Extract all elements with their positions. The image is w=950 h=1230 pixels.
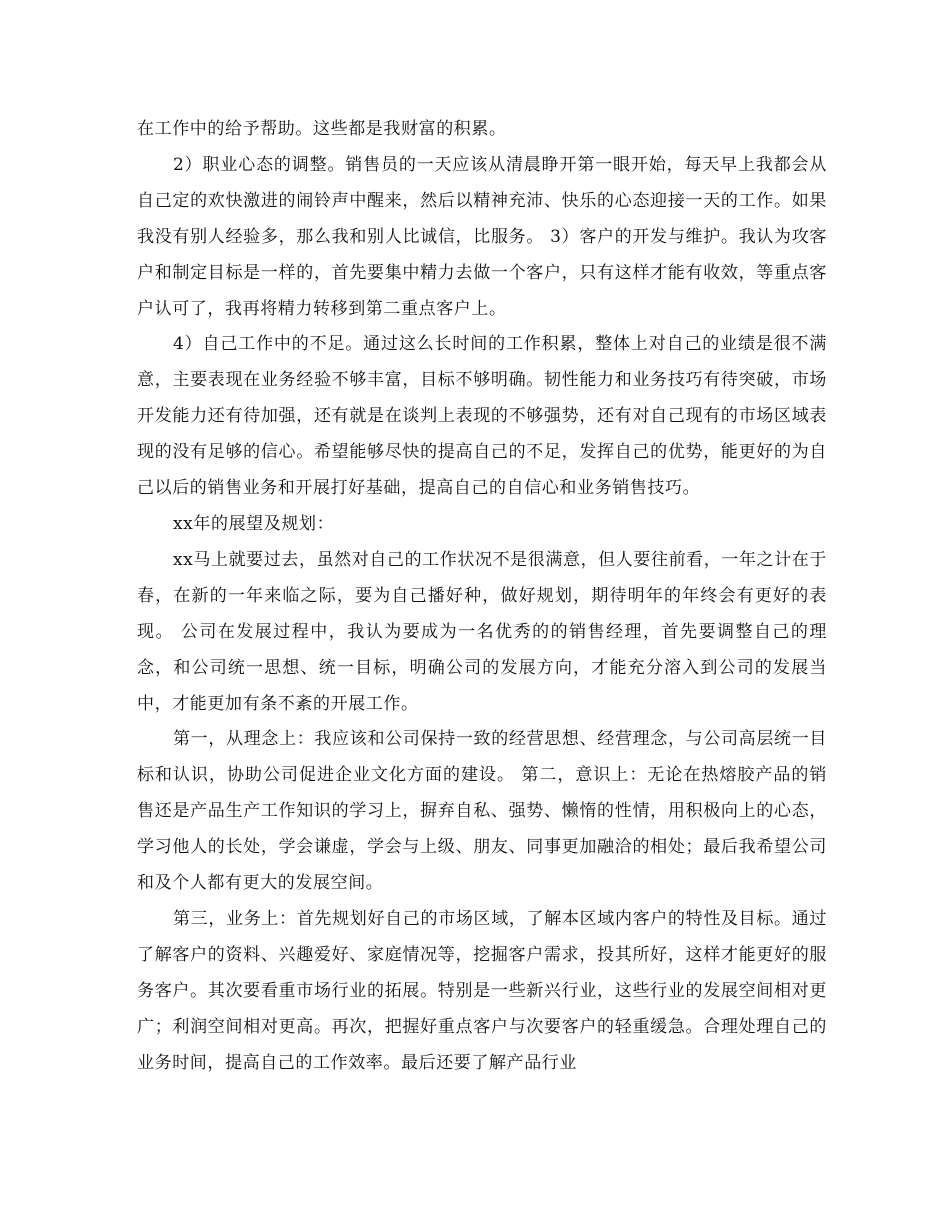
paragraph-continuation: 在工作中的给予帮助。这些都是我财富的积累。 xyxy=(137,119,507,139)
document-body xyxy=(137,112,827,1081)
paragraph-concept-awareness: 第一，从理念上：我应该和公司保持一致的经营思想、经营理念，与公司高层统一目标和认识，协助公司促进企业文化方面的建设。 第二，意识上：无论在热熔胶产品的销售还是产品生产工作知识的学习上，摒弃自私、强势、懒惰的性情，用积极向上的心态，学习他人的长处，学会谦虚，学会与上级、朋友、同事更加融洽的相处；最后我希望公司和及个人都有更大的发展空间。 xyxy=(137,729,827,894)
section-heading-outlook: xx年的展望及规划： xyxy=(173,513,335,534)
paragraph-shortcomings: 4）自己工作中的不足。通过这么长时间的工作积累，整体上对自己的业绩是很不满意，主要表现在业务经验不够丰富，目标不够明确。韧性能力和业务技巧有待突破，市场开发能力还有待加强，还有就是在谈判上表现的不够强势，还有对自己现有的市场区域表现的没有足够的信心。希望能够尽快的提高自己的不足，发挥自己的优势，能更好的为自己以后的销售业务和开展打好基础，提高自己的自信心和业务销售技巧。 xyxy=(137,334,827,499)
paragraph-career-mindset: 2）职业心态的调整。销售员的一天应该从清晨睁开第一眼开始，每天早上我都会从自己定的欢快激进的闹铃声中醒来，然后以精神充沛、快乐的心态迎接一天的工作。如果我没有别人经验多，那么我和别人比诚信，比服务。 3）客户的开发与维护。我认为攻客户和制定目标是一样的，首先要集中精力去做一个客户，只有这样才能有收效，等重点客户认可了，我再将精力转移到第二重点客户上。 xyxy=(137,154,827,319)
paragraph-business: 第三，业务上：首先规划好自己的市场区域，了解本区域内客户的特性及目标。通过了解客户的资料、兴趣爱好、家庭情况等，挖掘客户需求，投其所好，这样才能更好的服务客户。其次要看重市场行业的拓展。特别是一些新兴行业，这些行业的发展空间相对更广；利润空间相对更高。再次，把握好重点客户与次要客户的轻重缓急。合理处理自己的业务时间，提高自己的工作效率。最后还要了解产品行业 xyxy=(137,908,827,1073)
paragraph-outlook: xx马上就要过去，虽然对自己的工作状况不是很满意，但人要往前看，一年之计在于春，在新的一年来临之际，要为自己播好种，做好规划，期待明年的年终会有更好的表现。 公司在发展过程中，我认为要成为一名优秀的的销售经理，首先要调整自己的理念，和公司统一思想、统一目标，明确公司的发展方向，才能充分溶入到公司的发展当中，才能更加有条不紊的开展工作。 xyxy=(137,549,827,714)
